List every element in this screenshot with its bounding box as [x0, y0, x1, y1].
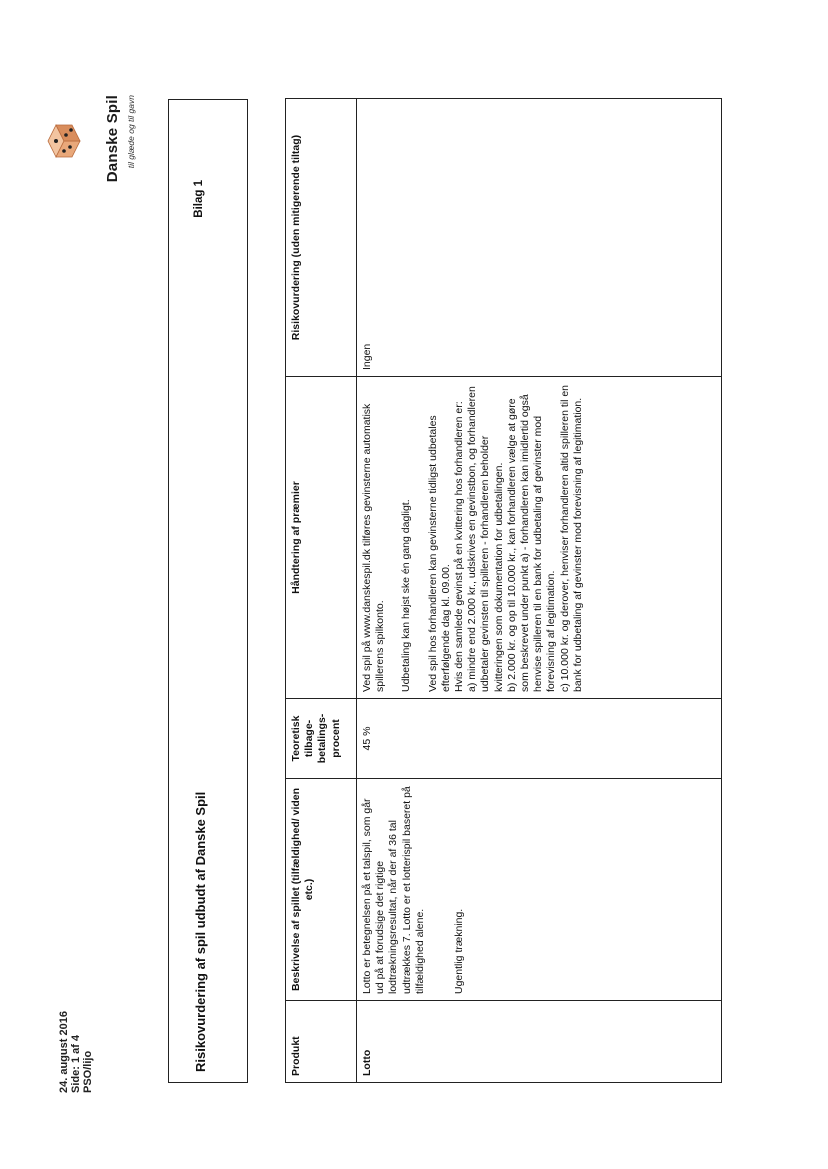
description-paragraph: Lotto er betegnelsen på et talspil, som går ud på at forudsige det rigtige lodtrækningsresultat, når der af 36 tal udtrækkes 7. Lotto er et lotterispil baseret på tilfældighed alene. — [361, 786, 426, 994]
logo-tagline: til glæde og til gavn — [126, 95, 136, 169]
die-icon — [46, 121, 82, 161]
prizes-intro: Hvis den samlede gevinst på en kvittering hos forhandleren er: — [453, 401, 466, 692]
table-header-row — [286, 99, 357, 1083]
header-description: Beskrivelse af spillet (tilfældighed/ viden etc.) — [286, 779, 357, 1001]
prizes-daily: Udbetaling kan højst ske én gang dagligt. — [400, 499, 413, 692]
cell-description — [357, 779, 722, 1001]
title-box — [168, 99, 248, 1083]
cell-prizes — [357, 377, 722, 699]
prizes-option-c: c) 10.000 kr. og derover, henviser forhandleren altid spilleren til en bank for udbetaling af gevinster mod forevisning af legitimation. — [558, 384, 584, 692]
table-row — [357, 99, 722, 1083]
cell-product: Lotto — [357, 1001, 722, 1083]
prizes-retailer: Ved spil hos forhandleren kan gevinsterne tidligst udbetales efterfølgende dag kl. 09.00. — [426, 415, 452, 692]
prizes-option-a: a) mindre end 2.000 kr., udskrives en gevinstbon, og forhandleren udbetaler gevinsten til spilleren - forhandleren beholder kvitteringen som dokumentation for udbetalingen. — [466, 386, 505, 692]
header-risk: Risikovurdering (uden mitigerende tiltag) — [286, 99, 357, 377]
risk-table — [285, 98, 722, 1083]
meta-initials: PSO/lijo — [82, 1050, 94, 1093]
prizes-online: Ved spil på www.danskespil.dk tilføres gevinsterne automatisk spillerens spilkonto. — [361, 403, 387, 692]
meta-date: 24. august 2016 — [58, 1011, 70, 1093]
header-product: Produkt — [286, 1001, 357, 1083]
prizes-option-b: b) 2.000 kr. og op til 10.000 kr., kan forhandleren vælge at gøre som beskrevet under punkt a) - forhandleren kan imidlertid også henvise spilleren til en bank for udbetaling af gevinster mod forevisning af legitimation. — [505, 394, 558, 692]
cell-payout: 45 % — [357, 699, 722, 779]
meta-page: Side: 1 af 4 — [70, 1034, 82, 1093]
header-payout: Teoretisk tilbage-betalings-procent — [286, 699, 357, 779]
header-prizes: Håndtering af præmier — [286, 377, 357, 699]
document-title: Risikovurdering af spil udbudt af Danske Spil — [193, 791, 208, 1072]
appendix-label: Bilag 1 — [193, 180, 205, 218]
document-meta — [58, 1011, 94, 1093]
description-frequency: Ugentlig trækning. — [453, 908, 466, 994]
logo-name: Danske Spil — [104, 95, 121, 183]
danske-spil-logo — [40, 95, 136, 219]
cell-risk: Ingen — [357, 99, 722, 377]
